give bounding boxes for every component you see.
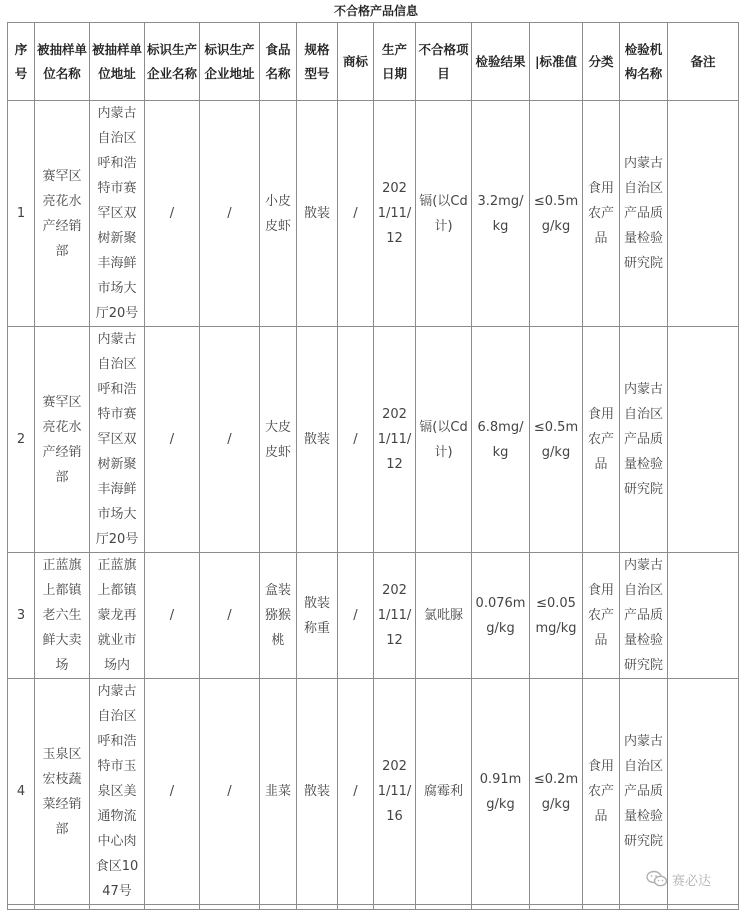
cell-maker-name: / <box>145 101 200 327</box>
cell-date: 2021/11/12 <box>374 327 416 553</box>
cell-spec: 散装 <box>297 101 338 327</box>
header-result: 检验结果 <box>472 23 530 101</box>
cell-empty <box>35 905 90 910</box>
header-brand: 商标 <box>338 23 374 101</box>
cell-empty <box>374 905 416 910</box>
header-agency: 检验机构名称 <box>620 23 668 101</box>
header-maker-name: 标识生产企业名称 <box>145 23 200 101</box>
cell-result: 3.2mg/kg <box>472 101 530 327</box>
header-date: 生产日期 <box>374 23 416 101</box>
cell-no: 1 <box>8 101 35 327</box>
cell-empty <box>472 905 530 910</box>
cell-empty <box>8 905 35 910</box>
cell-unit-name: 正蓝旗上都镇老六生鲜大卖场 <box>35 553 90 679</box>
wechat-icon <box>646 870 668 888</box>
cell-unit-name: 赛罕区亮花水产经销部 <box>35 101 90 327</box>
cell-empty <box>620 905 668 910</box>
unqualified-products-table <box>7 22 739 910</box>
cell-date: 2021/11/16 <box>374 679 416 905</box>
cell-unit-address: 正蓝旗上都镇蒙龙再就业市场内 <box>90 553 145 679</box>
header-no: 序号 <box>8 23 35 101</box>
header-maker-address: 标识生产企业地址 <box>200 23 260 101</box>
cell-standard: ≤0.5mg/kg <box>530 101 583 327</box>
cell-brand: / <box>338 553 374 679</box>
header-item: 不合格项目 <box>416 23 472 101</box>
cell-note <box>668 553 739 679</box>
header-standard: |标准值 <box>530 23 583 101</box>
cell-category: 食用农产品 <box>583 101 620 327</box>
cell-agency: 内蒙古自治区产品质量检验研究院 <box>620 553 668 679</box>
cell-item: 氯吡脲 <box>416 553 472 679</box>
cell-note <box>668 327 739 553</box>
cell-spec: 散装称重 <box>297 553 338 679</box>
table-row <box>8 101 739 327</box>
table-row <box>8 553 739 679</box>
cell-food: 小皮皮虾 <box>260 101 297 327</box>
table-title: 不合格产品信息 <box>333 4 418 18</box>
cell-spec: 散装 <box>297 679 338 905</box>
cell-brand: / <box>338 679 374 905</box>
cell-maker-name: / <box>145 553 200 679</box>
cell-date: 2021/11/12 <box>374 101 416 327</box>
table-row <box>8 327 739 553</box>
cell-category: 食用农产品 <box>583 679 620 905</box>
cell-unit-address: 内蒙古自治区呼和浩特市赛罕区双树新聚丰海鲜市场大厅20号 <box>90 101 145 327</box>
cell-unit-name: 玉泉区宏枝蔬菜经销部 <box>35 679 90 905</box>
cell-item: 腐霉利 <box>416 679 472 905</box>
cell-result: 6.8mg/kg <box>472 327 530 553</box>
cell-empty <box>530 905 583 910</box>
cell-no: 2 <box>8 327 35 553</box>
cell-maker-address: / <box>200 327 260 553</box>
cell-empty <box>260 905 297 910</box>
header-spec: 规格型号 <box>297 23 338 101</box>
cell-food: 大皮皮虾 <box>260 327 297 553</box>
header-row <box>8 23 739 101</box>
cell-empty <box>583 905 620 910</box>
cell-unit-address: 内蒙古自治区呼和浩特市玉泉区美通物流中心肉食区1047号 <box>90 679 145 905</box>
header-category: 分类 <box>583 23 620 101</box>
cell-unit-address: 内蒙古自治区呼和浩特市赛罕区双树新聚丰海鲜市场大厅20号 <box>90 327 145 553</box>
cell-brand: / <box>338 101 374 327</box>
cell-empty <box>668 905 739 910</box>
cell-empty <box>338 905 374 910</box>
cell-brand: / <box>338 327 374 553</box>
cell-empty <box>416 905 472 910</box>
cell-note <box>668 101 739 327</box>
cell-no: 4 <box>8 679 35 905</box>
cell-spec: 散装 <box>297 327 338 553</box>
cell-unit-name: 赛罕区亮花水产经销部 <box>35 327 90 553</box>
cell-maker-address: / <box>200 679 260 905</box>
header-food: 食品名称 <box>260 23 297 101</box>
cell-maker-address: / <box>200 553 260 679</box>
cell-standard: ≤0.05mg/kg <box>530 553 583 679</box>
table-row-partial <box>8 905 739 910</box>
cell-result: 0.91mg/kg <box>472 679 530 905</box>
watermark <box>646 867 711 891</box>
header-note: 备注 <box>668 23 739 101</box>
table-row <box>8 679 739 905</box>
cell-empty <box>297 905 338 910</box>
cell-empty <box>200 905 260 910</box>
cell-maker-address: / <box>200 101 260 327</box>
cell-food: 盒装猕猴桃 <box>260 553 297 679</box>
cell-maker-name: / <box>145 679 200 905</box>
cell-standard: ≤0.5mg/kg <box>530 327 583 553</box>
cell-agency: 内蒙古自治区产品质量检验研究院 <box>620 327 668 553</box>
cell-result: 0.076mg/kg <box>472 553 530 679</box>
cell-item: 镉(以Cd计) <box>416 101 472 327</box>
cell-category: 食用农产品 <box>583 553 620 679</box>
cell-agency: 内蒙古自治区产品质量检验研究院 <box>620 101 668 327</box>
cell-empty <box>145 905 200 910</box>
watermark-text: 赛必达 <box>672 873 712 889</box>
cell-food: 韭菜 <box>260 679 297 905</box>
header-unit-name: 被抽样单位名称 <box>35 23 90 101</box>
cell-agency: 内蒙古自治区产品质量检验研究院 <box>620 679 668 905</box>
cell-date: 2021/11/12 <box>374 553 416 679</box>
cell-maker-name: / <box>145 327 200 553</box>
cell-item: 镉(以Cd计) <box>416 327 472 553</box>
cell-category: 食用农产品 <box>583 327 620 553</box>
header-unit-address: 被抽样单位地址 <box>90 23 145 101</box>
cell-standard: ≤0.2mg/kg <box>530 679 583 905</box>
cell-no: 3 <box>8 553 35 679</box>
cell-empty <box>90 905 145 910</box>
